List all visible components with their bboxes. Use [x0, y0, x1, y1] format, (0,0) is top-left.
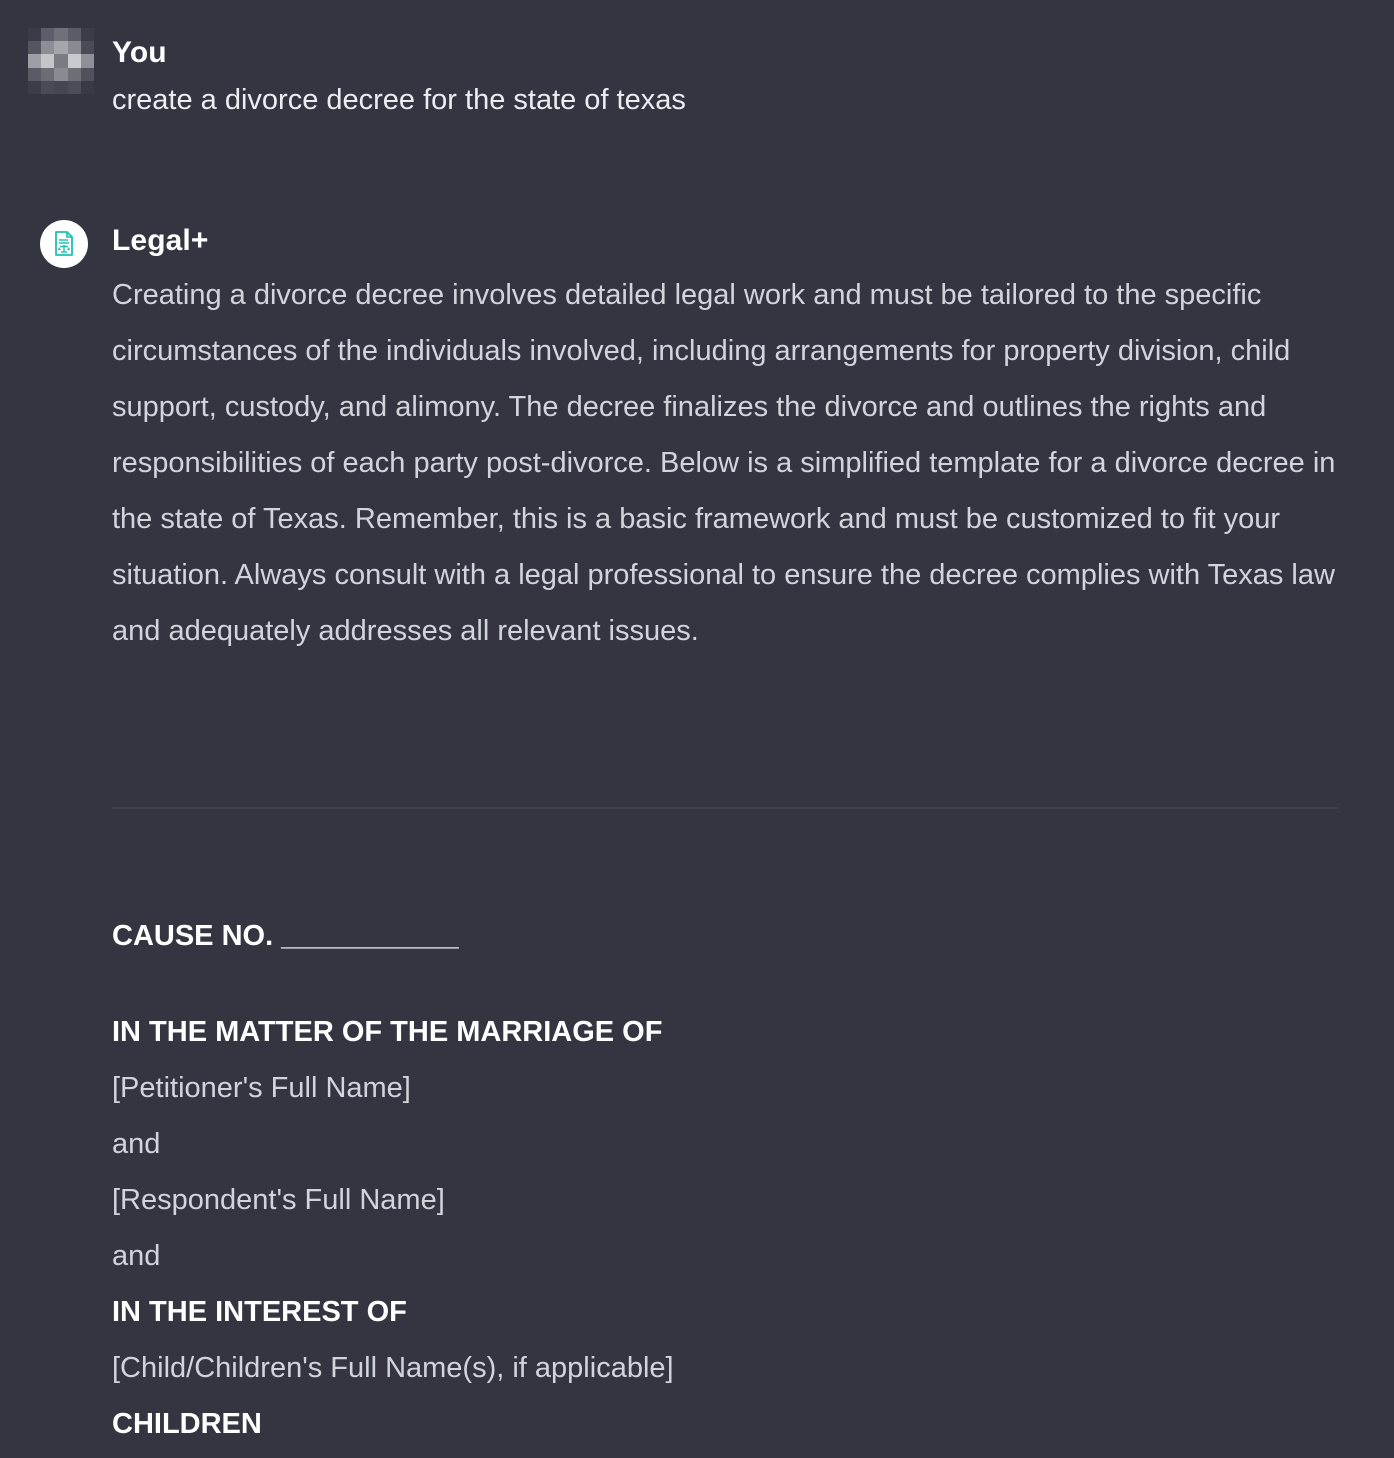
marriage-heading: IN THE MATTER OF THE MARRIAGE OF — [112, 1016, 663, 1048]
respondent-name-placeholder: [Respondent's Full Name] — [112, 1184, 445, 1216]
legal-document-icon — [51, 230, 77, 258]
assistant-author-name: Legal+ — [112, 224, 209, 257]
children-names-placeholder: [Child/Children's Full Name(s), if applicable] — [112, 1352, 674, 1384]
cause-number: CAUSE NO. ___________ — [112, 920, 459, 952]
conjunction-and: and — [112, 1240, 161, 1272]
petitioner-name-placeholder: [Petitioner's Full Name] — [112, 1072, 411, 1104]
children-heading: CHILDREN — [112, 1408, 262, 1440]
assistant-avatar — [40, 220, 88, 268]
user-avatar — [28, 28, 94, 94]
interest-heading: IN THE INTEREST OF — [112, 1296, 407, 1328]
conjunction-and: and — [112, 1128, 161, 1160]
user-author-name: You — [112, 36, 167, 69]
assistant-intro-paragraph: Creating a divorce decree involves detailed legal work and must be tailored to the specific circumstances of the individuals involved, including arrangements for property division, child support, custody, and alimony. The decree finalizes the divorce and outlines the rights and responsibilities of each party post-divorce. Below is a simplified template for a divorce decree in the state of Texas. Remember, this is a basic framework and must be customized to fit your situation. Always consult with a legal professional to ensure the decree complies with Texas law and adequately addresses all relevant issues. — [112, 279, 1336, 647]
decree-template — [112, 908, 1312, 1452]
divider — [112, 807, 1338, 809]
user-message: create a divorce decree for the state of texas — [112, 84, 686, 116]
